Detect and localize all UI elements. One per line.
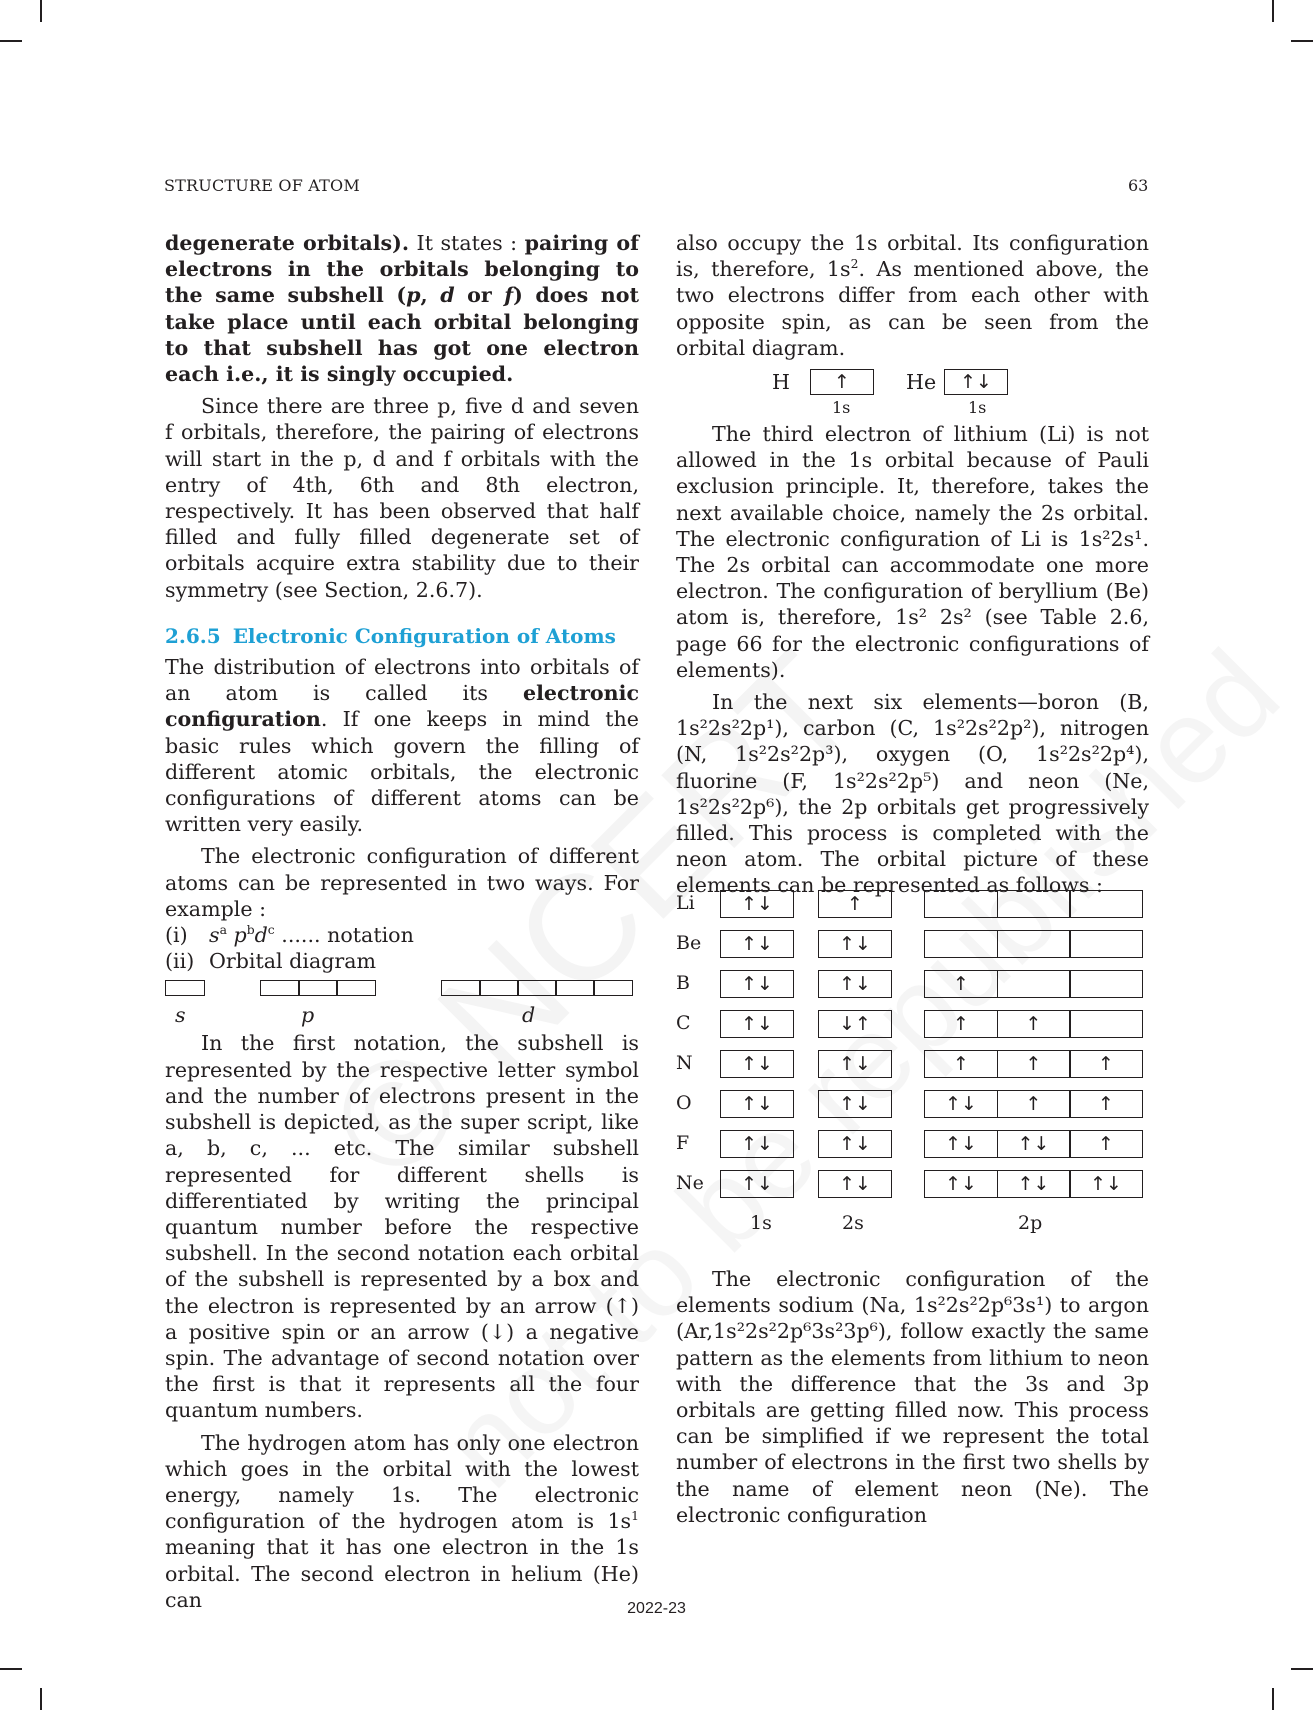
right-column-lower — [676, 1266, 1149, 1528]
orbital-cell-2s: ↑↓ — [818, 930, 892, 958]
orbital-cell-1s: ↑↓ — [720, 970, 794, 998]
orbital-cell-2p — [1069, 970, 1143, 998]
d-box — [555, 980, 595, 996]
orbital-cell-2p: ↑ — [924, 1010, 998, 1038]
orbital-diagram — [676, 890, 1146, 1250]
element-symbol: O — [676, 1092, 692, 1114]
orbital-cell-2p: ↑↓ — [997, 1170, 1071, 1198]
element-symbol: Be — [676, 932, 702, 954]
d-box — [593, 980, 633, 996]
paragraph: The electronic configuration of the elements sodium (Na, 1s²2s²2p⁶3s¹) to argon (Ar,1s²2s²2p⁶3s²3p⁶), follow exactly the same pattern as the elements from lithium to neon with the difference that the 3s and 3p orbitals are getting filled now. This process can be simplified if we represent the total number of electrons in the first two shells by the name of element neon (Ne). The electronic configuration — [676, 1267, 1149, 1527]
element-symbol: F — [676, 1132, 690, 1154]
element-symbol: C — [676, 1012, 691, 1034]
crop-mark — [1272, 1688, 1274, 1710]
paragraph: In the first notation, the subshell is represented by the respective letter symbol and the number of electrons present in the subshell is depicted, as the super script, like a, b, c, ... etc. The similar subshell represented for different shells is differentiated by writing the principal quantum number before the respective subshell. In the second notation each orbital of the subshell is represented by a box and the electron is represented by an arrow (↑) a positive spin or an arrow (↓) a negative spin. The advantage of second notation over the first is that it represents all the four quantum numbers. — [165, 1031, 639, 1423]
paragraph: The electronic configuration of different atoms can be represented in two ways. For example : — [165, 844, 639, 921]
orbital-cell-1s: ↑↓ — [720, 930, 794, 958]
orbital-cell-2p: ↑↓ — [1069, 1170, 1143, 1198]
label-p: p — [301, 1003, 315, 1028]
h-he-orbital-diagram — [676, 369, 1149, 417]
orbital-cell-2s: ↑↓ — [818, 1050, 892, 1078]
subshell-label: 1s — [832, 398, 851, 418]
paragraph: Since there are three p, five d and seven f orbitals, therefore, the pairing of electrons will start in the p, d and f orbitals with the entry of 4th, 6th and 8th electron, respectively. It has been observed that half filled and fully filled degenerate set of orbitals acquire extra stability due to their symmetry (see Section, 2.6.7). — [165, 394, 639, 602]
orbital-cell-2s: ↑↓ — [818, 1090, 892, 1118]
rule-paragraph: degenerate orbitals). It states : pairing of electrons in the orbitals belonging to the same subshell (p, d or f) does not take place until each orbital belonging to that subshell has got one electron each i.e., it is singly occupied. — [165, 231, 639, 387]
orbital-cell-2p — [924, 930, 998, 958]
crop-mark — [40, 0, 42, 22]
orbital-cell-1s: ↑↓ — [720, 1010, 794, 1038]
orbital-cell-2p: ↑↓ — [924, 1130, 998, 1158]
left-column — [165, 230, 639, 1613]
orbital-cell-2s: ↓↑ — [818, 1010, 892, 1038]
s-box — [165, 980, 205, 996]
element-symbol: N — [676, 1052, 693, 1074]
crop-mark — [40, 1688, 42, 1710]
notation-item: (i) $s^a$ $p^bd^c$ ...... notation — [165, 923, 414, 948]
p-box — [336, 980, 376, 996]
label-s: s — [175, 1003, 186, 1028]
orbital-cell-1s: ↑↓ — [720, 890, 794, 918]
crop-mark — [1291, 1668, 1313, 1670]
paragraph: In the next six elements—boron (B, 1s²2s²2p¹), carbon (C, 1s²2s²2p²), nitrogen (N, 1s²2s²2p³), oxygen (O, 1s²2s²2p⁴), fluorine (F, 1s²2s²2p⁵) and neon (Ne, 1s²2s²2p⁶), the 2p orbitals get progressively filled. This process is completed with the neon atom. The orbital picture of these elements can be represented as follows : — [676, 690, 1149, 898]
orbital-cell-2p — [1069, 930, 1143, 958]
orbital-box-sketch — [165, 980, 639, 1002]
paragraph: also occupy the 1s orbital. Its configuration is, therefore, $1s^2$. As mentioned above, the two electrons differ from each other with opposite spin, as can be seen from the orbital diagram. — [676, 231, 1149, 360]
orbital-box: ↑↓ — [944, 369, 1008, 395]
orbital-cell-2p: ↑ — [997, 1010, 1071, 1038]
footer-year: 2022-23 — [627, 1600, 686, 1617]
element-label: H — [772, 370, 790, 395]
orbital-cell-2p — [1069, 1010, 1143, 1038]
axis-label-2p: 2p — [1018, 1212, 1043, 1234]
crop-mark — [1272, 0, 1274, 22]
notation-item: (ii) Orbital diagram — [165, 949, 377, 974]
page-number: 63 — [1128, 176, 1149, 195]
label-d: d — [522, 1003, 536, 1028]
orbital-cell-2p: ↑↓ — [924, 1170, 998, 1198]
orbital-cell-2p: ↑ — [997, 1090, 1071, 1118]
running-title: STRUCTURE OF ATOM — [164, 176, 360, 195]
orbital-cell-2p — [997, 890, 1071, 918]
p-box — [298, 980, 338, 996]
orbital-cell-2p: ↑ — [997, 1050, 1071, 1078]
d-box — [441, 980, 481, 996]
orbital-cell-2p: ↑↓ — [924, 1090, 998, 1118]
d-box — [517, 980, 557, 996]
subshell-label: 1s — [968, 398, 987, 418]
orbital-cell-2p: ↑↓ — [997, 1130, 1071, 1158]
crop-mark — [1291, 40, 1313, 42]
axis-label-2s: 2s — [842, 1212, 864, 1234]
orbital-cell-2p: ↑ — [1069, 1090, 1143, 1118]
element-symbol: Ne — [676, 1172, 704, 1194]
element-symbol: Li — [676, 892, 695, 914]
orbital-cell-2p — [924, 890, 998, 918]
element-symbol: B — [676, 972, 690, 994]
orbital-cell-2p: ↑ — [1069, 1050, 1143, 1078]
orbital-cell-1s: ↑↓ — [720, 1170, 794, 1198]
orbital-cell-2p: ↑ — [924, 1050, 998, 1078]
orbital-cell-1s: ↑↓ — [720, 1130, 794, 1158]
orbital-cell-2s: ↑↓ — [818, 1130, 892, 1158]
crop-mark — [0, 1668, 22, 1670]
crop-mark — [0, 40, 22, 42]
section-heading: 2.6.5 Electronic Configuration of Atoms — [165, 623, 616, 648]
orbital-cell-2p — [1069, 890, 1143, 918]
orbital-cell-2s: ↑ — [818, 890, 892, 918]
orbital-box: ↑ — [810, 369, 874, 395]
orbital-cell-2p: ↑ — [1069, 1130, 1143, 1158]
orbital-cell-2s: ↑↓ — [818, 970, 892, 998]
d-box — [479, 980, 519, 996]
orbital-box-labels — [165, 1002, 639, 1028]
orbital-cell-2s: ↑↓ — [818, 1170, 892, 1198]
orbital-cell-2p: ↑ — [924, 970, 998, 998]
orbital-cell-2p — [997, 930, 1071, 958]
p-box — [260, 980, 300, 996]
element-label: He — [906, 370, 937, 395]
orbital-cell-1s: ↑↓ — [720, 1090, 794, 1118]
paragraph: The distribution of electrons into orbitals of an atom is called its electronic configuration. If one keeps in mind the basic rules which govern the filling of different atomic orbitals, the electronic configurations of different atoms can be written very easily. — [165, 655, 639, 837]
paragraph: The third electron of lithium (Li) is not allowed in the 1s orbital because of Pauli exclusion principle. It, therefore, takes the next available choice, namely the 2s orbital. The electronic configuration of Li is 1s²2s¹. The 2s orbital can accommodate one more electron. The configuration of beryllium (Be) atom is, therefore, 1s² 2s² (see Table 2.6, page 66 for the electronic configurations of elements). — [676, 422, 1149, 682]
axis-label-1s: 1s — [750, 1212, 772, 1234]
orbital-cell-1s: ↑↓ — [720, 1050, 794, 1078]
paragraph: The hydrogen atom has only one electron which goes in the orbital with the lowest energy, namely 1s. The electronic configuration of the hydrogen atom is $1s^1$ meaning that it has one electron in the 1s orbital. The second electron in helium (He) can — [165, 1430, 639, 1612]
right-column — [676, 230, 1149, 899]
orbital-cell-2p — [997, 970, 1071, 998]
